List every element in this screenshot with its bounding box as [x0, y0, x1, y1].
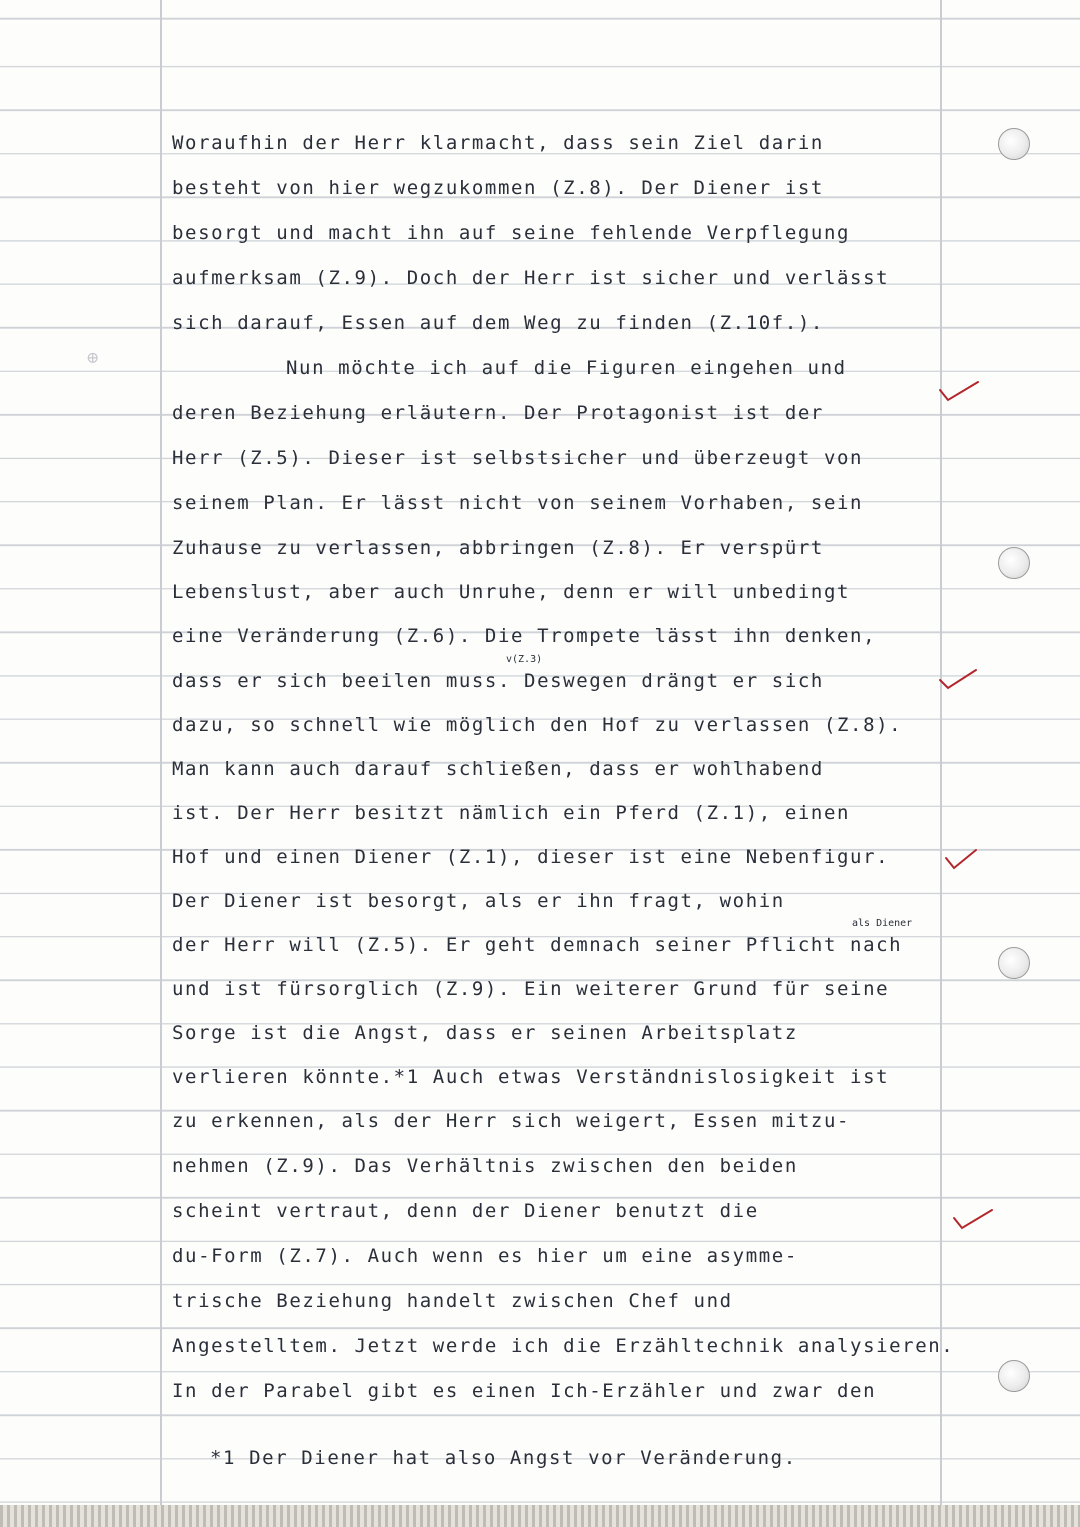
text-line: dazu, so schnell wie möglich den Hof zu verlassen (Z.8). — [172, 714, 903, 736]
text-line: trische Beziehung handelt zwischen Chef und — [172, 1290, 733, 1312]
text-line: aufmerksam (Z.9). Doch der Herr ist sicher und verlässt — [172, 267, 890, 289]
punch-hole-3 — [998, 947, 1030, 979]
checkmark-icon — [936, 378, 980, 404]
text-line: deren Beziehung erläutern. Der Protagonist ist der — [172, 402, 824, 424]
text-line: sich darauf, Essen auf dem Weg zu finden (Z.10f.). — [172, 312, 824, 334]
text-line: In der Parabel gibt es einen Ich-Erzähler und zwar den — [172, 1380, 877, 1402]
text-line: ist. Der Herr besitzt nämlich ein Pferd (Z.1), einen — [172, 802, 851, 824]
text-line: nehmen (Z.9). Das Verhältnis zwischen den beiden — [172, 1155, 798, 1177]
text-line: besorgt und macht ihn auf seine fehlende Verpflegung — [172, 222, 851, 244]
punch-hole-2 — [998, 547, 1030, 579]
checkmark-icon — [950, 1206, 994, 1232]
als-diener-insertion: als Diener — [852, 918, 913, 929]
text-line: Hof und einen Diener (Z.1), dieser ist eine Nebenfigur. — [172, 846, 890, 868]
text-line: eine Veränderung (Z.6). Die Trompete lässt ihn denken, — [172, 625, 877, 647]
line-reference-insertion: v(Z.3) — [506, 654, 543, 665]
text-line: seinem Plan. Er lässt nicht von seinem Vorhaben, sein — [172, 492, 864, 514]
text-line: verlieren könnte.*1 Auch etwas Verständnislosigkeit ist — [172, 1066, 890, 1088]
text-line: Woraufhin der Herr klarmacht, dass sein Ziel darin — [172, 132, 824, 154]
text-line: Herr (Z.5). Dieser ist selbstsicher und überzeugt von — [172, 447, 864, 469]
text-line: Nun möchte ich auf die Figuren eingehen und — [286, 357, 847, 379]
text-line: Der Diener ist besorgt, als er ihn fragt, wohin — [172, 890, 785, 912]
text-line: zu erkennen, als der Herr sich weigert, Essen mitzu- — [172, 1110, 851, 1132]
left-margin-line — [160, 0, 162, 1510]
punch-hole-1 — [998, 128, 1030, 160]
text-line: scheint vertraut, denn der Diener benutzt die — [172, 1200, 759, 1222]
paper-edge — [0, 1505, 1080, 1527]
faint-mark: ⊕ — [86, 348, 100, 367]
text-line: der Herr will (Z.5). Er geht demnach seiner Pflicht nach — [172, 934, 903, 956]
checkmark-icon — [942, 846, 986, 872]
text-line: und ist fürsorglich (Z.9). Ein weiterer Grund für seine — [172, 978, 890, 1000]
text-line: Man kann auch darauf schließen, dass er wohlhabend — [172, 758, 824, 780]
text-line: Angestelltem. Jetzt werde ich die Erzähltechnik analysieren. — [172, 1335, 955, 1357]
footnote: *1 Der Diener hat also Angst vor Veränderung. — [210, 1447, 797, 1469]
text-line: besteht von hier wegzukommen (Z.8). Der Diener ist — [172, 177, 824, 199]
right-margin-line — [940, 0, 942, 1510]
text-line: Zuhause zu verlassen, abbringen (Z.8). Er verspürt — [172, 537, 824, 559]
punch-hole-4 — [998, 1360, 1030, 1392]
text-line: Sorge ist die Angst, dass er seinen Arbeitsplatz — [172, 1022, 798, 1044]
text-line: dass er sich beeilen muss. Deswegen drängt er sich — [172, 670, 824, 692]
text-line: Lebenslust, aber auch Unruhe, denn er will unbedingt — [172, 581, 851, 603]
checkmark-icon — [936, 666, 980, 692]
text-line: du-Form (Z.7). Auch wenn es hier um eine asymme- — [172, 1245, 798, 1267]
